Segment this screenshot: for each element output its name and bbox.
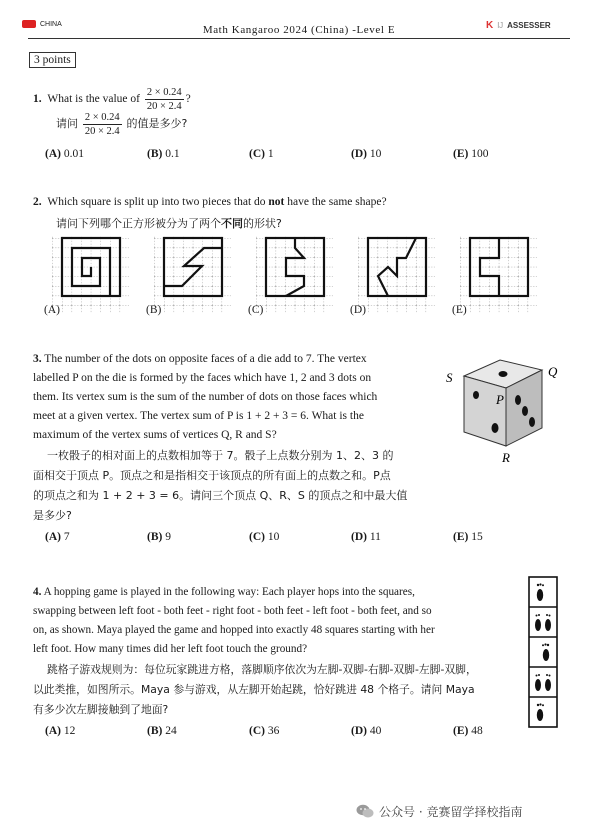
q3-en-line: meet at a given vertex. The vertex sum of P is 1 + 2 + 3 = 6. What is the <box>33 410 364 422</box>
q4-option-a[interactable] <box>45 725 75 737</box>
q3-option-a[interactable] <box>45 531 70 543</box>
q3-option-e[interactable] <box>453 531 483 543</box>
q1-frac-den-cn: 20 × 2.4 <box>84 126 120 137</box>
q1-option-d[interactable] <box>351 148 381 160</box>
logo-brand: ASSESSER <box>507 21 551 30</box>
q2-figure-d <box>358 236 435 313</box>
q1-cn-post: 的值是多少? <box>126 117 188 131</box>
logo-right-text: Ĳ <box>497 21 504 30</box>
q2-label-b[interactable]: (B) <box>146 304 162 316</box>
q3-option-c[interactable] <box>249 531 279 543</box>
q1-option-e[interactable] <box>453 148 488 160</box>
q1-frac-den: 20 × 2.4 <box>146 101 182 112</box>
q4-option-d[interactable] <box>351 725 381 737</box>
q2-text-bold: not <box>268 196 285 208</box>
left-foot-icon <box>537 703 544 721</box>
option-value: 40 <box>369 725 382 737</box>
right-foot-icon <box>542 643 549 661</box>
q2-number: 2. <box>33 196 42 208</box>
q1-fraction-cn <box>83 111 122 138</box>
option-label: (D) <box>351 725 367 737</box>
option-label: (A) <box>45 148 61 160</box>
q3-en-line: maximum of the vertex sums of vertices Q, R and S? <box>33 429 277 441</box>
q1-cn-pre: 请问 <box>56 117 78 131</box>
q3-cn-line: 一枚骰子的相对面上的点数相加等于 7。骰子上点数分别为 1、2、3 的 <box>47 449 394 462</box>
page-header-title: Math Kangaroo 2024 (China) -Level E <box>202 24 396 36</box>
option-value: 12 <box>63 725 76 737</box>
q3-cn-line: 的项点之和为 1 + 2 + 3 = 6。请问三个顶点 Q、R、S 的顶点之和中最大值 <box>33 489 408 502</box>
vertex-label-q: Q <box>548 364 558 379</box>
option-value: 7 <box>63 531 70 543</box>
q1-qmark: ? <box>185 93 191 106</box>
header-divider <box>28 38 570 39</box>
option-value: 10 <box>369 148 382 160</box>
option-label: (E) <box>453 148 469 160</box>
option-label: (E) <box>453 725 469 737</box>
option-label: (E) <box>453 531 469 543</box>
wechat-icon <box>356 804 374 819</box>
q2-text-a: Which square is split up into two pieces that do <box>47 196 266 208</box>
q4-en-line: left foot. How many times did her left foot touch the ground? <box>33 643 308 655</box>
left-foot-icon <box>537 583 544 601</box>
q3-option-d[interactable] <box>351 531 381 543</box>
option-label: (C) <box>249 148 265 160</box>
option-value: 10 <box>267 531 280 543</box>
logo-left-text: CHINA <box>40 20 62 28</box>
q3-en-line: them. Its vertex sum is the sum of the number of dots on those faces which <box>33 391 378 403</box>
die-dot <box>492 423 499 433</box>
option-label: (A) <box>45 531 61 543</box>
option-label: (B) <box>147 725 163 737</box>
die-dot <box>529 417 535 427</box>
q3-en-line: labelled P on the die is formed by the faces which have 1, 2 and 3 dots on <box>33 372 372 384</box>
q1-number: 1. <box>33 93 42 106</box>
q4-en-line: A hopping game is played in the following way: Each player hops into the squares, <box>43 586 415 598</box>
q3-cn-line: 面相交于顶点 P。顶点之和是指相交于该顶点的所有面上的点数之和。P点 <box>33 469 391 482</box>
option-label: (D) <box>351 148 367 160</box>
option-value: 48 <box>471 725 483 737</box>
option-label: (A) <box>45 725 61 737</box>
q1-option-b[interactable] <box>147 148 180 160</box>
q3-stem-cn <box>33 446 433 526</box>
q4-cn-line: 有多少次左脚接触到了地面? <box>33 703 169 716</box>
watermark-text: 公众号 · 竞赛留学择校指南 <box>379 805 523 819</box>
q1-text-en: What is the value of <box>47 93 140 106</box>
q3-option-b[interactable] <box>147 531 171 543</box>
q1-stem-cn <box>56 111 187 138</box>
q2-label-d[interactable]: (D) <box>350 304 366 316</box>
q1-option-c[interactable] <box>249 148 274 160</box>
option-value: 15 <box>471 531 483 543</box>
logo-right <box>486 20 551 31</box>
q4-stem-en <box>33 583 513 659</box>
q2-figure-a <box>52 236 129 313</box>
q4-en-line: on, as shown. Maya played the game and hopped into exactly 48 squares starting with her <box>33 624 435 636</box>
q3-number: 3. <box>33 353 42 365</box>
vertex-label-p: P <box>496 392 504 407</box>
option-value: 36 <box>267 725 280 737</box>
vertex-label-r: R <box>502 450 510 465</box>
q4-hop-figure <box>528 576 558 728</box>
option-value: 24 <box>165 725 177 737</box>
q2-label-c[interactable]: (C) <box>248 304 264 316</box>
q4-cn-line: 跳格子游戏规则为：每位玩家跳进方格，落脚顺序依次为左脚-双脚-右脚-双脚-左脚-双脚， <box>47 663 477 676</box>
q2-figures <box>28 232 558 320</box>
watermark <box>356 803 522 820</box>
option-label: (D) <box>351 531 367 543</box>
die-dot <box>515 395 521 405</box>
both-feet-icon <box>535 674 551 691</box>
q4-en-line: swapping between left foot - both feet - right foot - both feet - left foot - both feet, and so <box>33 605 432 617</box>
points-badge: 3 points <box>29 52 76 68</box>
die-dot <box>473 391 479 399</box>
logo-k-icon: K <box>486 20 494 31</box>
q2-cn-b: 的形状? <box>243 217 282 230</box>
q1-frac-num: 2 × 0.24 <box>146 87 182 98</box>
q2-figure-e <box>460 236 537 313</box>
q2-label-a[interactable]: (A) <box>44 304 60 316</box>
q2-stem-cn <box>56 215 282 231</box>
both-feet-icon <box>535 614 551 631</box>
q2-cn-a: 请问下列哪个正方形被分为了两个 <box>56 217 221 230</box>
q3-cn-line: 是多少? <box>33 509 72 522</box>
q2-figure-b <box>154 236 231 313</box>
option-value: 11 <box>369 531 381 543</box>
option-label: (B) <box>147 531 163 543</box>
q4-stem-cn <box>33 660 513 720</box>
q1-fraction-en <box>145 86 184 113</box>
die-dot <box>499 371 508 377</box>
q2-stem-en <box>33 196 387 208</box>
q1-stem-en <box>33 86 191 113</box>
q2-text-b: have the same shape? <box>287 196 387 208</box>
q1-frac-num-cn: 2 × 0.24 <box>84 112 120 123</box>
q2-label-e[interactable]: (E) <box>452 304 467 316</box>
q1-option-a[interactable] <box>45 148 84 160</box>
option-value: 0.1 <box>165 148 180 160</box>
option-value: 1 <box>267 148 274 160</box>
q2-cn-bold: 不同 <box>221 217 243 230</box>
q4-option-c[interactable] <box>249 725 279 737</box>
q2-figure-c <box>256 236 333 313</box>
q4-number: 4. <box>33 586 42 598</box>
option-value: 0.01 <box>63 148 84 160</box>
die-dot <box>522 406 528 416</box>
q3-stem-en <box>33 350 428 445</box>
option-value: 9 <box>165 531 171 543</box>
q3-die-figure <box>442 352 572 467</box>
q4-cn-line: 以此类推，如图所示。Maya 参与游戏，从左脚开始起跳，恰好跳进 48 个格子。请问 Maya <box>33 683 475 696</box>
q4-option-b[interactable] <box>147 725 177 737</box>
option-label: (B) <box>147 148 163 160</box>
option-label: (C) <box>249 531 265 543</box>
vertex-label-s: S <box>446 370 453 385</box>
die-front-face <box>464 376 506 446</box>
option-value: 100 <box>471 148 489 160</box>
option-label: (C) <box>249 725 265 737</box>
q4-option-e[interactable] <box>453 725 483 737</box>
q3-en-line: The number of the dots on opposite faces of a die add to 7. The vertex <box>44 353 367 365</box>
